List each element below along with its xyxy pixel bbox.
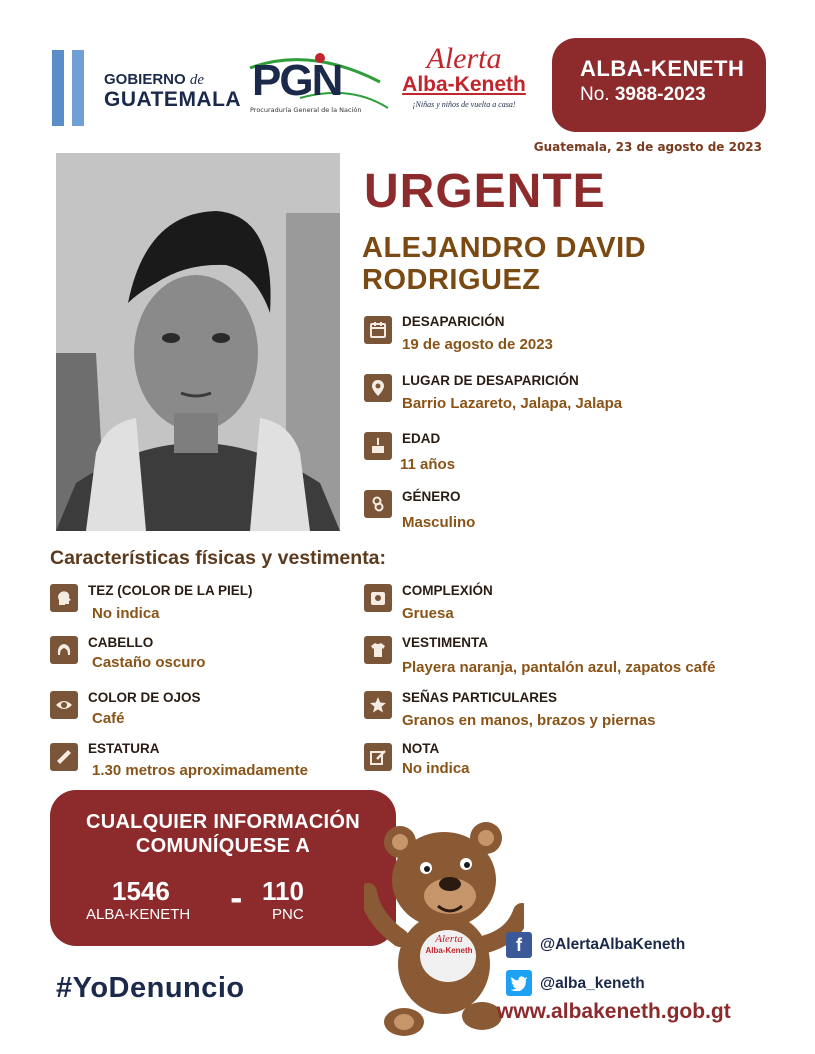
gender-icon [364,490,392,518]
gov-line2: GUATEMALA [104,87,242,111]
contact-box [50,790,396,946]
case-number-badge [552,38,766,132]
age-value: 11 años [400,456,456,473]
facebook-icon[interactable]: f [506,932,532,958]
height-label: ESTATURA [88,741,160,756]
note-edit-icon [364,743,392,771]
case-title: ALBA-KENETH [580,56,745,81]
alba-keneth-logo-word: Alba-Keneth [402,73,526,96]
bear-badge-alerta: Alerta [435,933,463,945]
missing-child-photo [56,153,340,531]
pgn-subtitle: Procuraduría General de la Nación [250,106,362,114]
pgn-wordmark: PGN [252,56,342,105]
clothing-label: VESTIMENTA [402,635,489,650]
phone-pnc[interactable]: 110 [262,876,304,906]
location-pin-icon [364,374,392,402]
disappearance-date-label: DESAPARICIÓN [402,314,505,329]
phone-pnc-label: PNC [272,906,304,923]
issue-date: Guatemala, 23 de agosto de 2023 [533,140,762,154]
hashtag: #YoDenuncio [56,972,245,1004]
twitter-handle[interactable]: @alba_keneth [540,975,645,992]
alerta-tagline: ¡Niñas y niños de vuelta a casa! [412,100,516,110]
shirt-icon [364,636,392,664]
skin-tone-value: No indica [92,605,160,622]
distinguishing-marks-label: SEÑAS PARTICULARES [402,690,558,705]
build-value: Gruesa [402,605,454,622]
phone-alba-keneth-label: ALBA-KENETH [86,906,191,923]
age-label: EDAD [402,431,441,446]
name-line1: ALEJANDRO DAVID [362,232,647,264]
head-profile-icon [50,584,78,612]
hair-label: CABELLO [88,635,154,650]
government-logo-text [104,72,241,111]
contact-line2: COMUNÍQUESE A [135,835,311,857]
hair-icon [50,636,78,664]
name-line2: RODRIGUEZ [362,264,541,297]
hair-value: Castaño oscuro [92,654,206,671]
case-no-label: No. [580,84,610,105]
twitter-icon[interactable] [506,970,532,996]
disappearance-place-value: Barrio Lazareto, Jalapa, Jalapa [402,395,623,412]
phone-separator: - [230,882,243,917]
case-no-value: 3988-2023 [614,84,706,105]
eye-icon [50,691,78,719]
characteristics-title: Características físicas y vestimenta: [50,547,387,569]
note-label: NOTA [402,741,440,756]
build-label: COMPLEXIÓN [402,583,493,598]
contact-line1: CUALQUIER INFORMACIÓN [85,811,361,833]
cake-icon [364,432,392,460]
disappearance-place-label: LUGAR DE DESAPARICIÓN [402,373,579,388]
scale-icon [364,584,392,612]
gender-value: Masculino [402,514,476,531]
distinguishing-marks-value: Granos en manos, brazos y piernas [402,712,656,729]
phone-alba-keneth[interactable]: 1546 [112,876,170,906]
pgn-logo [240,48,390,118]
alerta-alba-keneth-logo [396,44,532,120]
facebook-handle[interactable]: @AlertaAlbaKeneth [540,936,686,953]
gender-label: GÉNERO [402,489,461,504]
clothing-value: Playera naranja, pantalón azul, zapatos café [402,659,716,676]
note-value: No indica [402,760,470,777]
eye-color-value: Café [92,710,125,727]
urgent-heading: URGENTE [364,165,606,218]
height-value: 1.30 metros aproximadamente [92,762,308,779]
ruler-icon [50,743,78,771]
website-link[interactable]: www.albakeneth.gob.gt [497,1000,731,1023]
missing-person-name [362,232,646,297]
alerta-logo-word: Alerta [426,42,502,75]
eye-color-label: COLOR DE OJOS [88,690,201,705]
bear-badge-alba-keneth: Alba-Keneth [425,946,473,955]
skin-tone-label: TEZ (COLOR DE LA PIEL) [88,583,253,598]
calendar-icon [364,316,392,344]
disappearance-date-value: 19 de agosto de 2023 [402,336,553,353]
gov-line1: GOBIERNO [104,71,186,88]
star-icon [364,691,392,719]
government-logo-bars [52,50,96,126]
gov-line1-de: de [189,72,205,88]
